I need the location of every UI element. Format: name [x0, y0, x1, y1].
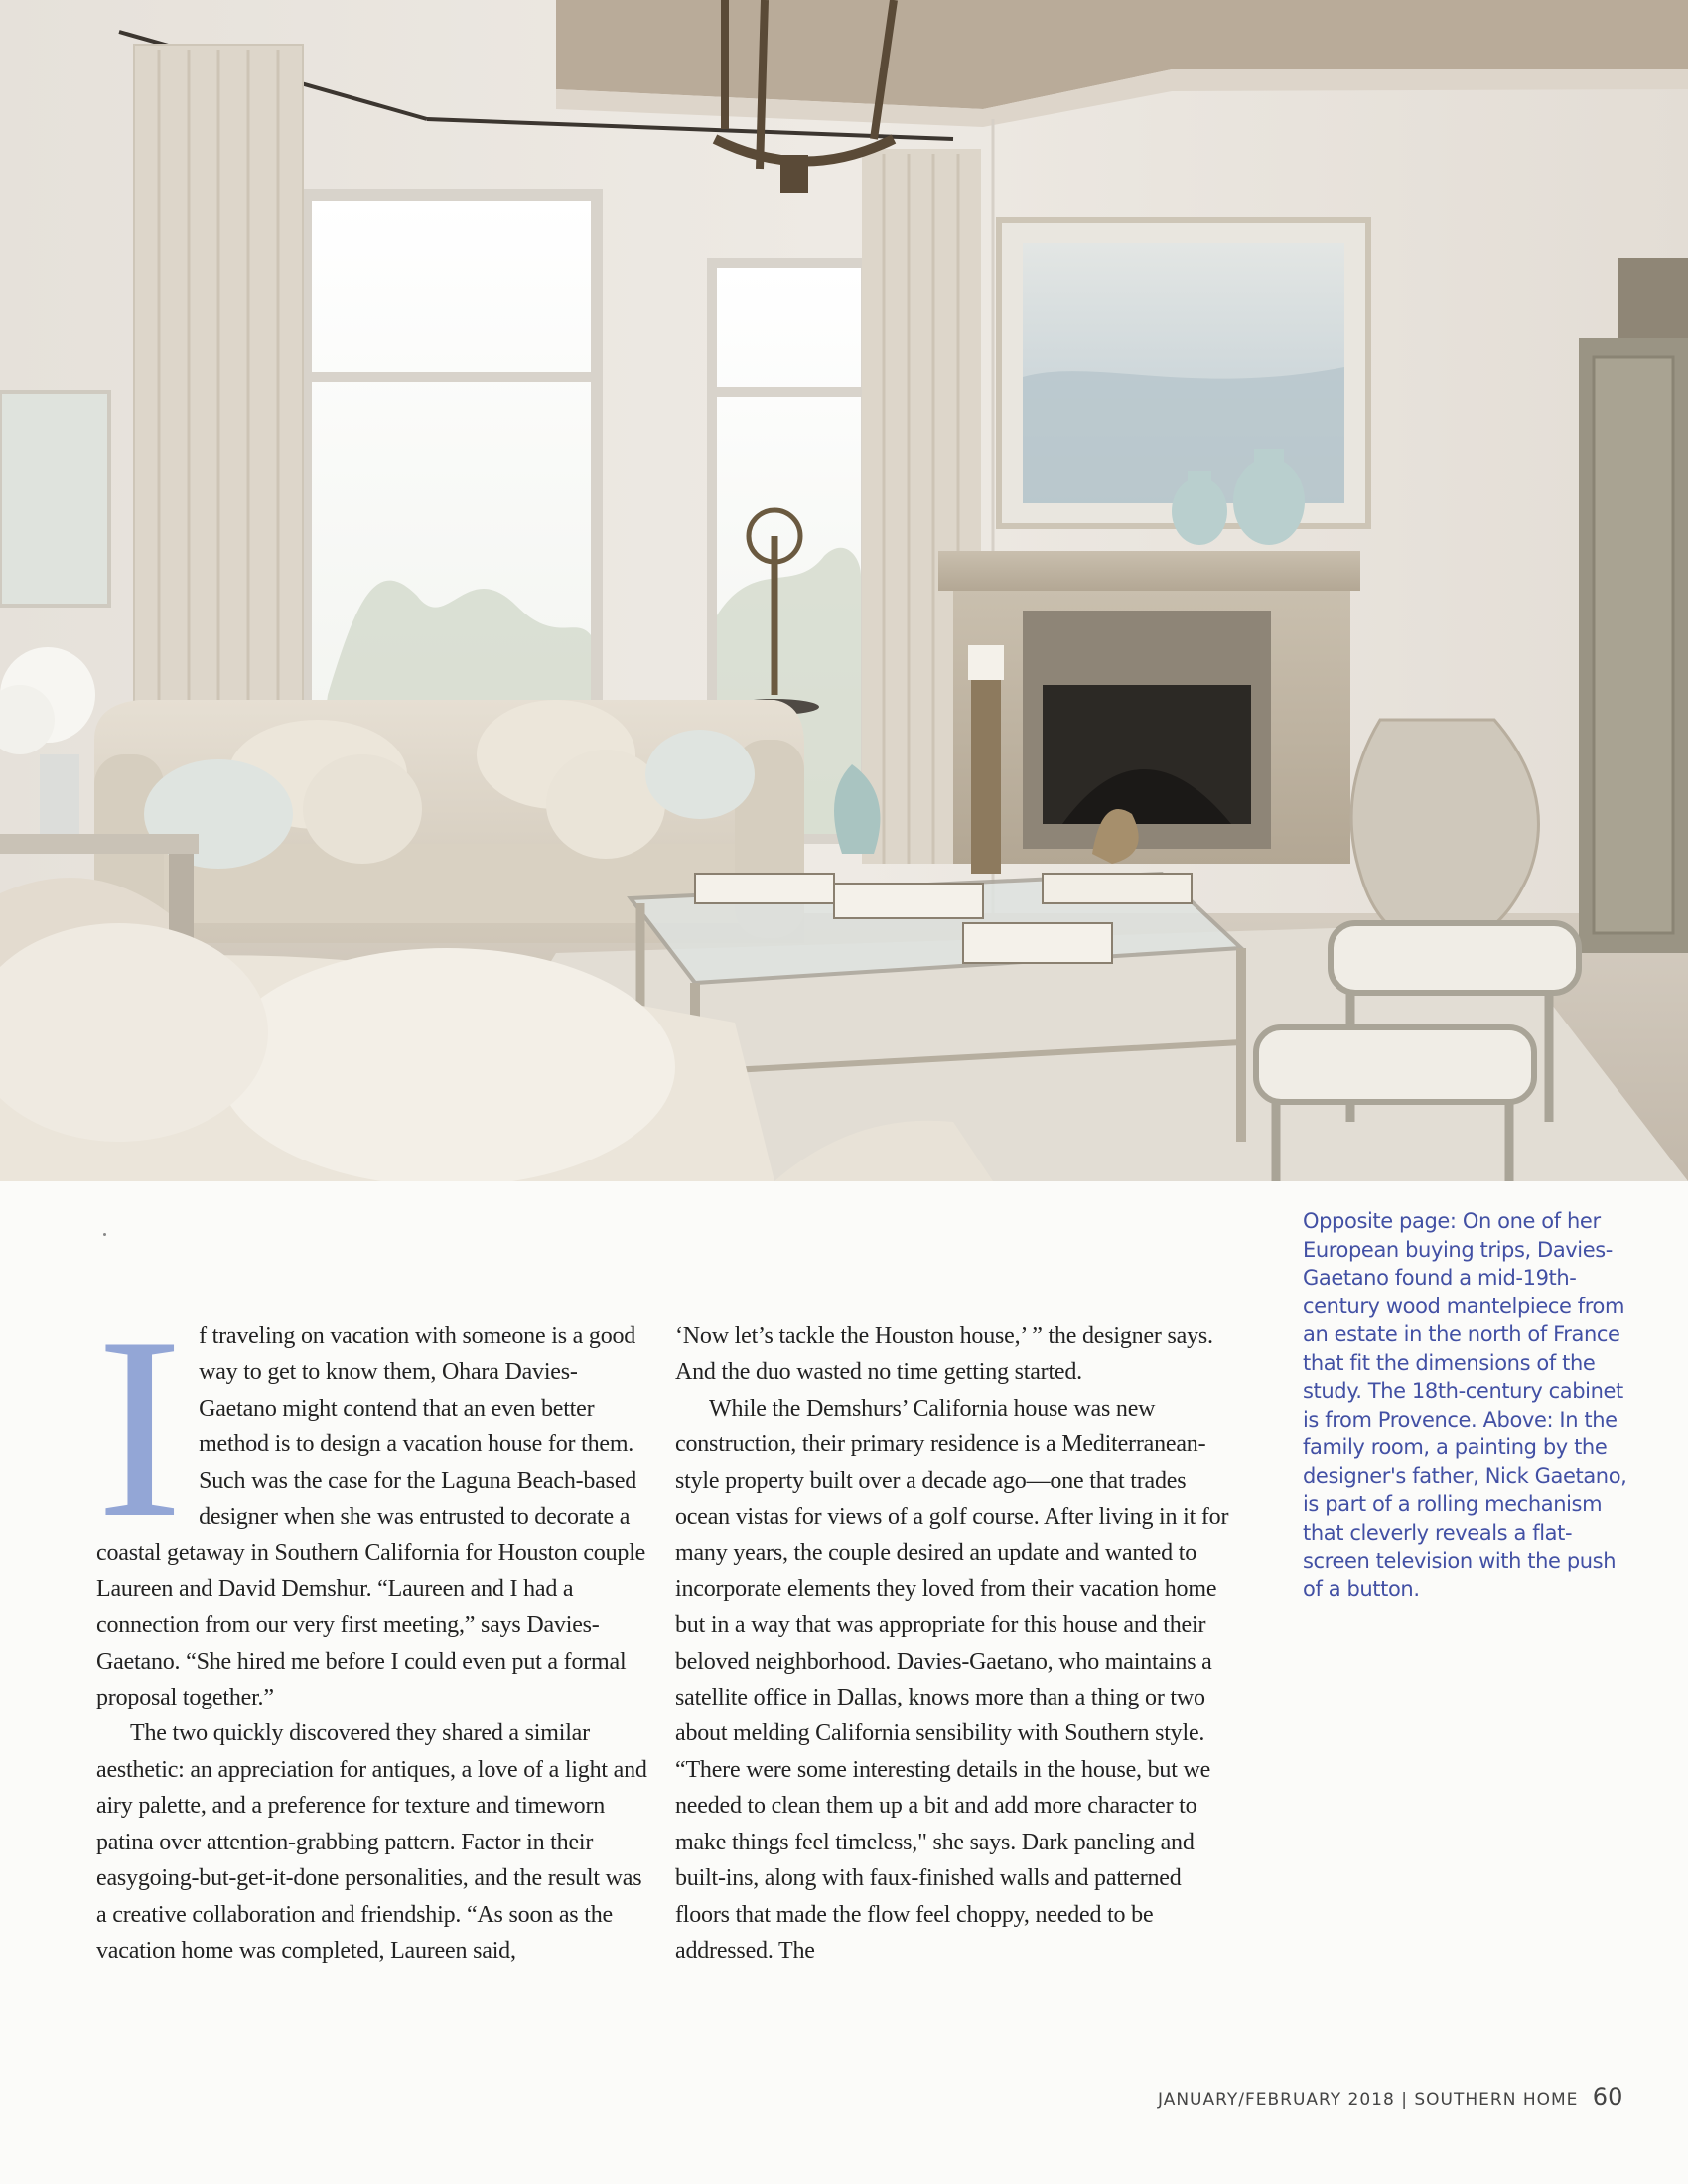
photo-caption: Opposite page: On one of her European buying trips, Davies-Gaetano found a mid-19th-century wood mantelpiece from an estate in the north of France that fit the dimensions of the study. The 18th-century cabinet is from Provence. Above: In the family room, a painting by the designer's father, Nick Gaetano, is part of a rolling mechanism that cleverly reveals a flat-screen television with the push of a button. — [1303, 1209, 1627, 1601]
article-paragraph-2: The two quickly discovered they shared a similar aesthetic: an appreciation for antiques, a love of a light and airy palette, and a preference for texture and timeworn patina over attention-grabbing pattern. Factor in their easygoing-but-get-it-done personalities, and the result was a creative collaboration and friendship. “As soon as the vacation home was completed, Laureen said, — [96, 1720, 647, 1964]
page-footer — [1158, 2083, 1622, 2111]
magazine-name: SOUTHERN HOME — [1414, 2090, 1579, 2110]
article-paragraph-3: ‘Now let’s tackle the Houston house,’ ” the designer says. And the duo wasted no time getting started. — [675, 1323, 1213, 1386]
footer-separator: | — [1401, 2090, 1408, 2110]
paragraph-1-text: f traveling on vacation with someone is a good way to get to know them, Ohara Davies-Gaetano might contend that an even better method is to design a vacation house for them. Such was the case for the Laguna Beach-based designer when she was entrusted to decorate a coastal getaway in Southern California for Houston couple Laureen and David Demshur. “Laureen and I had a connection from our very first meeting,” says Davies-Gaetano. “She hired me before I could even put a formal proposal together.” — [96, 1323, 646, 1711]
article-column-2 — [675, 1318, 1231, 1969]
stone-fireplace — [938, 551, 1360, 864]
issue-date: JANUARY/FEBRUARY 2018 — [1158, 2090, 1395, 2110]
article-column-1 — [96, 1284, 652, 1969]
article-paragraph-1 — [96, 1284, 652, 1715]
landscape-painting — [999, 220, 1368, 526]
print-speck — [103, 1233, 106, 1236]
drop-cap: I — [96, 1284, 184, 1571]
abstract-painting — [0, 392, 109, 606]
page-number: 60 — [1592, 2083, 1623, 2111]
article-paragraph-4: While the Demshurs’ California house was new construction, their primary residence is a Mediterranean-style property built over a decade ago—one that trades ocean vistas for views of a golf course. After living in it for many years, the couple desired an update and wanted to incorporate elements they loved from their vacation home but in a way that was appropriate for this house and their beloved neighborhood. Davies-Gaetano, who maintains a satellite office in Dallas, knows more than a thing or two about melding California sensibility with Southern style. “There were some interesting details in the house, but we needed to clean them up a bit and add more character to make things feel timeless," she says. Dark paneling and built-ins, along with faux-finished walls and patterned floors that made the flow feel choppy, needed to be addressed. The — [675, 1395, 1229, 1964]
